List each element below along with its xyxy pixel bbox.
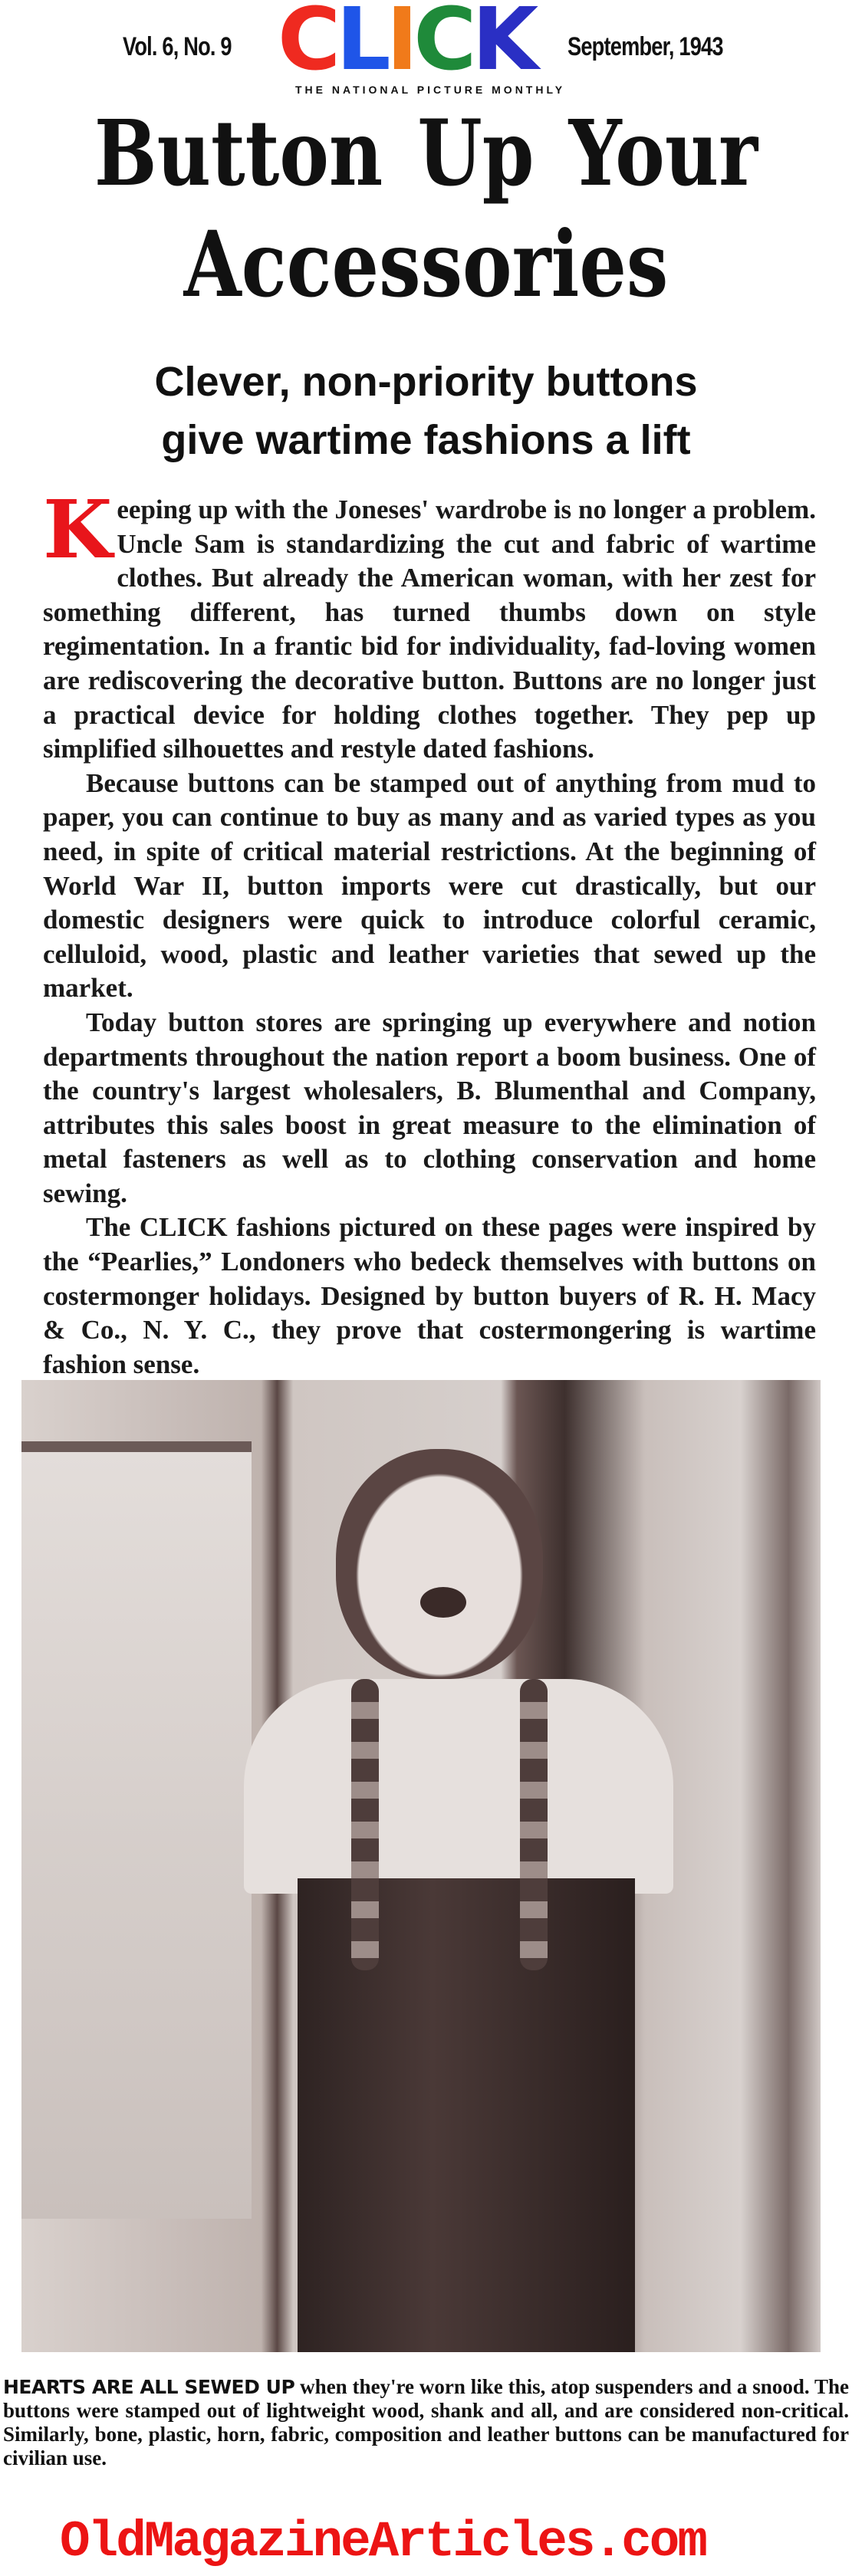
subheadline <box>0 353 852 469</box>
issue-date: September, 1943 <box>567 32 723 61</box>
drop-cap: K <box>43 482 113 577</box>
paragraph: The CLICK fashions pictured on these pages were inspired by the “Pearlies,” Londoners who bedeck themselves with buttons on costermonger holidays. Designed by button buyers of R. H. Macy & Co., N. Y. C., they prove that costermongering is wartime fashion sense. <box>43 1212 816 1379</box>
logo-letter: K <box>472 0 535 90</box>
photo-shirt <box>244 1679 673 1894</box>
headline-line-2: Accessories <box>183 211 669 317</box>
logo-tagline: THE NATIONAL PICTURE MONTHLY <box>295 84 566 96</box>
logo-letter: C <box>278 0 337 90</box>
paragraph-text: eeping up with the Joneses' wardrobe is no longer a problem. Uncle Sam is standardizing the cut and fabric of wartime clothes. But already the American woman, with her zest for something different, has turned thumbs down on style regimentation. In a frantic bid for individuality, fad-loving women are rediscovering the decorative button. Buttons are no longer just a practical device for holding clothes together. They pep up simplified silhouettes and restyle dated fashions. <box>43 495 816 764</box>
issue-volume: Vol. 6, No. 9 <box>123 32 232 61</box>
photo-head <box>336 1449 543 1679</box>
masthead <box>0 0 852 100</box>
article-body <box>43 482 816 1382</box>
logo-letter: L <box>336 0 387 90</box>
button-suspender <box>520 1679 548 1970</box>
paragraph: Today button stores are springing up everywhere and notion departments throughout the nation report a boom business. One of the country's largest wholesalers, B. Blumenthal and Company, attributes this sales boost in great measure to the elimination of metal fasteners as well as to clothing conservation and home sewing. <box>43 1007 816 1208</box>
article-photo <box>21 1380 821 2352</box>
logo-letter: I <box>386 0 414 90</box>
photo-window <box>21 1441 252 2219</box>
click-logo <box>278 0 561 90</box>
watermark: OldMagazineArticles.com <box>60 2513 706 2571</box>
paragraph <box>43 482 816 767</box>
photo-skirt <box>298 1878 635 2352</box>
subheadline-line-2: give wartime fashions a lift <box>161 417 691 463</box>
caption-text: when they're worn like this, atop suspenders and a snood. The buttons were stamped out of lightweight wood, shank and all, and are considered non-critical. Similarly, bone, plastic, horn, fabric, composition and leather buttons can be manufactured for civilian use. <box>3 2375 849 2469</box>
logo-letter: C <box>413 0 472 90</box>
photo-model <box>221 1449 712 2352</box>
paragraph: Because buttons can be stamped out of anything from mud to paper, you can continue to buy as many and as varied types as you need, in spite of critical material restrictions. At the beginning of World War II, button imports were cut drastically, but our domestic designers were quick to introduce colorful ceramic, celluloid, wood, plastic and leather varieties that sewed up the market. <box>43 767 816 1004</box>
headline-line-1: Button Up Your <box>94 100 758 206</box>
button-suspender <box>351 1679 379 1970</box>
photo-mouth <box>420 1587 466 1618</box>
photo-caption <box>3 2375 849 2470</box>
caption-lead: HEARTS ARE ALL SEWED UP <box>3 2376 295 2398</box>
subheadline-line-1: Clever, non-priority buttons <box>154 359 698 405</box>
